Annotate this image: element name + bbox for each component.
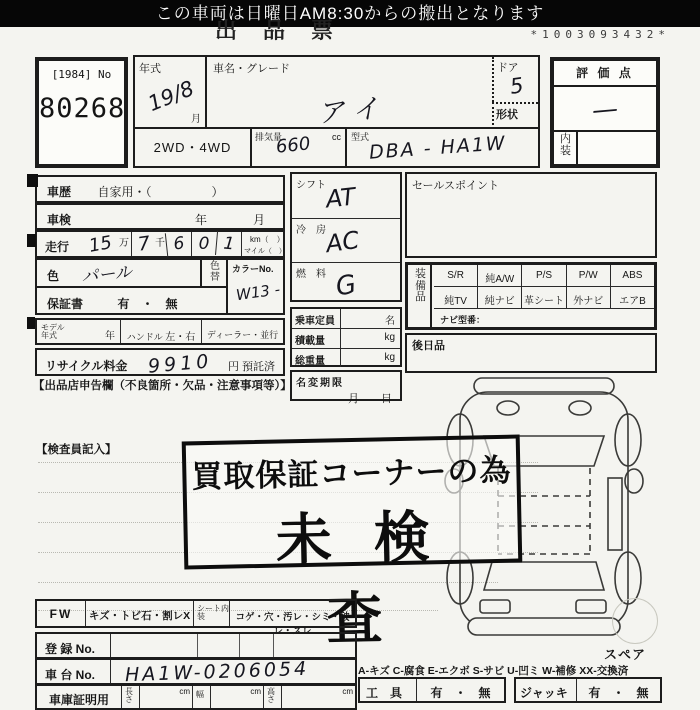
equipment-row-1 — [434, 265, 654, 287]
width-label: 幅 — [192, 686, 210, 708]
modelyear-cell — [37, 320, 121, 343]
color-value: パール — [80, 262, 134, 288]
chassis-row — [35, 658, 357, 685]
stamp-line2: 未検査 — [275, 504, 473, 651]
garage-row — [35, 684, 357, 710]
color-no-value: W13 - — [234, 280, 282, 305]
load-row — [292, 329, 400, 349]
tool-value: 有 ・ 無 — [430, 686, 491, 700]
model-year-label: 年式 — [139, 63, 161, 75]
mileage-unit-cell — [241, 232, 286, 256]
recycle-value: 9910 — [146, 350, 213, 378]
spare-tire-circle — [612, 598, 658, 644]
gross-weight-row — [292, 349, 400, 367]
mileage-sen-value: 7 — [136, 232, 152, 256]
ac-cell — [292, 221, 400, 263]
garage-label: 車庫証明用 — [48, 693, 109, 707]
length-cm-unit: cm — [179, 687, 190, 696]
later-items-label: 後日品 — [412, 340, 445, 352]
scan-mark — [27, 317, 35, 329]
fw-label: FW — [49, 607, 73, 621]
km-unit-label: km（ ） — [250, 235, 285, 244]
gross-weight-unit: kg — [384, 352, 395, 363]
capacity-label: 乗車定員 — [295, 316, 335, 327]
equipment-box — [405, 262, 657, 330]
shift-ac-fuel-box — [290, 172, 402, 302]
score-label: 評 価 点 — [554, 61, 656, 87]
recycle-row — [35, 348, 285, 376]
mileage-sen-cell — [131, 232, 166, 256]
mileage-man-cell — [81, 232, 131, 256]
capacity-row — [292, 309, 400, 329]
score-box — [550, 57, 660, 168]
shaken-month-unit: 月 — [253, 213, 266, 227]
lot-number: 80268 — [39, 93, 126, 124]
drive-type-cell: 2WD・4WD — [135, 129, 252, 166]
history-label: 車歴 — [47, 185, 72, 199]
jack-row — [514, 677, 662, 703]
shaken-row — [35, 203, 285, 230]
score-value: — — [590, 93, 620, 127]
lot-year-label: [1984] No — [51, 68, 112, 81]
height-value-cell — [281, 686, 355, 708]
shift-cell — [292, 176, 400, 219]
equip-ps: P/S — [522, 265, 566, 286]
removal-notice-banner: この車両は日曜日AM8:30からの搬出となります — [0, 0, 700, 27]
color-change-cell: 色替 — [200, 258, 228, 288]
registration-label: 登 録 No. — [37, 634, 111, 657]
mileage-digit-1: 6 — [165, 231, 192, 257]
lot-number-box — [35, 57, 128, 168]
mileage-row — [35, 230, 285, 258]
displacement-value: 660 — [274, 133, 312, 158]
door-label: ドア — [497, 62, 519, 74]
displacement-cell — [252, 129, 347, 166]
car-name-label: 車名・グレード — [213, 63, 290, 75]
equip-navi: 純ナビ — [478, 287, 522, 308]
shift-value: AT — [324, 182, 357, 214]
dealer-cell: ディーラー・並行 — [206, 330, 279, 340]
car-name-cell — [207, 57, 492, 129]
weights-box — [290, 307, 402, 367]
registration-row — [35, 632, 357, 659]
model-code-label: 型式 — [351, 132, 370, 142]
sales-point-box — [405, 172, 657, 258]
recycle-label: リサイクル料金 — [45, 359, 128, 373]
later-items-box — [405, 333, 657, 373]
handle-label: ハンドル — [126, 332, 163, 342]
color-no-cell — [226, 258, 285, 315]
color-label: 色 — [47, 269, 60, 283]
model-year-cell — [135, 57, 207, 129]
fuel-value: G — [333, 269, 359, 303]
mileage-label: 走行 — [45, 240, 70, 254]
spare-label: スペア — [604, 647, 647, 662]
shaken-year-unit: 年 — [195, 213, 208, 227]
equip-abs: ABS — [622, 270, 643, 281]
sales-point-label: セールスポイント — [412, 180, 500, 192]
interior-label: 内装 — [554, 132, 578, 166]
handle-value: 左・右 — [165, 332, 196, 343]
fw-row — [35, 599, 357, 637]
shape-cell — [492, 102, 538, 129]
sen-unit: 千 — [155, 238, 165, 249]
jack-value: 有 ・ 無 — [588, 686, 649, 700]
modelyear-label: モデル年式 — [41, 323, 65, 341]
model-code-value: DBA - HA1W — [368, 132, 508, 164]
man-unit: 万 — [119, 238, 129, 249]
load-unit: kg — [384, 332, 395, 343]
name-change-box — [290, 370, 402, 405]
jack-label: ジャッキ — [516, 679, 577, 701]
warranty-value: 有 ・ 無 — [117, 297, 178, 311]
displacement-unit: cc — [332, 132, 341, 142]
tool-row — [358, 677, 506, 703]
color-cell — [35, 258, 202, 288]
model-code-cell — [347, 129, 538, 166]
warranty-label: 保証書 — [47, 297, 84, 311]
fuel-label: 燃 料 — [296, 269, 326, 280]
serial-number: *1003093432* — [530, 28, 670, 41]
ac-label: 冷 房 — [296, 225, 326, 236]
length-value-cell — [139, 686, 192, 708]
modelyear-unit: 年 — [105, 331, 115, 342]
equipment-label: 装備品 — [408, 265, 432, 327]
history-row — [35, 175, 285, 203]
mileage-digit-3: 1 — [215, 231, 242, 257]
damage-legend: A-キズ C-腐食 E-エクボ S-サビ U-凹ミ W-補修 XX-交換済 — [358, 665, 629, 677]
stamp-line1: 買取保証コーナーの為 — [191, 452, 512, 495]
model-year-value: 19/8 — [144, 76, 198, 116]
color-no-label: カラーNo. — [232, 264, 274, 274]
fuel-cell — [292, 265, 400, 308]
capacity-unit: 名 — [385, 316, 395, 327]
equip-leather: 革シート — [522, 287, 566, 308]
load-label: 積載量 — [295, 336, 325, 347]
name-change-label: 名変期限 — [296, 378, 344, 389]
handle-cell — [121, 320, 202, 343]
tool-label: 工 具 — [360, 679, 417, 701]
length-label: 長さ — [121, 686, 139, 708]
month-suffix-label: 月 — [191, 114, 201, 125]
width-cm-unit: cm — [250, 687, 261, 696]
car-name-value: アイ — [316, 92, 391, 130]
ac-value: AC — [324, 225, 361, 259]
gross-weight-label: 総重量 — [295, 356, 325, 367]
displacement-label: 排気量 — [255, 132, 283, 142]
seat-interior-label: シート内装 — [193, 601, 229, 626]
nav-model-label: ナビ型番： — [440, 315, 486, 325]
shaken-label: 車検 — [47, 213, 72, 227]
height-cm-unit: cm — [342, 687, 353, 696]
equip-extnavi: 外ナビ — [567, 287, 611, 308]
equip-tv: 純TV — [434, 287, 478, 308]
seat-interior-value: コゲ・穴・汚レ・シミ・破レ・スレ — [229, 601, 355, 626]
width-value-cell — [210, 686, 263, 708]
scan-mark — [27, 174, 38, 187]
equip-pw: P/W — [567, 265, 611, 286]
height-label: 高さ — [263, 686, 281, 708]
door-cell — [492, 57, 538, 102]
equip-aw: 純A/W — [478, 265, 522, 286]
mile-unit-label: マイル（ ） — [244, 248, 286, 255]
vehicle-header-table — [133, 55, 540, 168]
form-title-clipped: 出品票 — [215, 18, 360, 43]
chassis-label: 車 台 No. — [37, 660, 111, 683]
name-change-units: 月 日 — [348, 393, 392, 405]
shift-label: シフト — [296, 180, 326, 191]
history-value: 自家用・（ ） — [97, 185, 224, 199]
warranty-cell — [35, 286, 228, 315]
fw-value: キズ・トビ石・割レX — [85, 601, 193, 626]
chassis-value: HA1W-0206054 — [124, 657, 310, 687]
equip-sr: S/R — [434, 265, 478, 286]
mileage-digit-2: 0 — [191, 232, 216, 256]
door-value: 5 — [508, 73, 526, 99]
model-handle-dealer-row — [35, 318, 285, 345]
mileage-man-value: 15 — [87, 232, 114, 257]
shape-label: 形状 — [496, 109, 518, 121]
inspector-label: 【検査員記入】 — [36, 444, 117, 456]
declaration-label: 【出品店申告欄（不良箇所・欠品・注意事項等）】 — [33, 380, 292, 392]
equip-airbag: エアB — [619, 296, 646, 307]
equipment-row-2 — [434, 287, 654, 309]
scan-mark — [27, 234, 36, 247]
recycle-unit: 円 預託済 — [227, 361, 275, 373]
